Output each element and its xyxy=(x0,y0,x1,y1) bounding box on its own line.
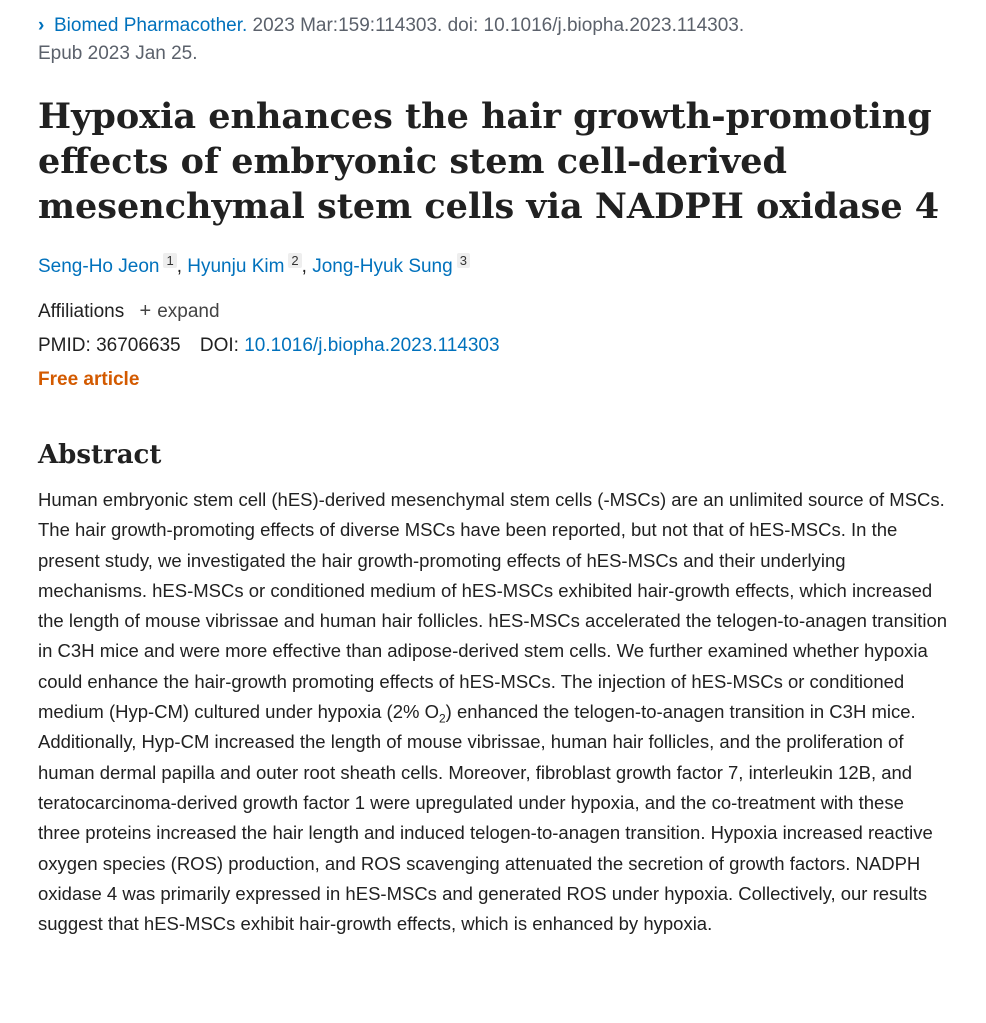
article-title: Hypoxia enhances the hair growth-promoting effects of embryonic stem cell-derived mesenchymal stem cells via NADPH oxidase 4 xyxy=(38,96,940,227)
free-article-badge: Free article xyxy=(38,369,140,390)
chevron-right-icon: › xyxy=(38,15,45,36)
doi-label: DOI: xyxy=(199,335,239,356)
author-link[interactable]: Hyunju Kim xyxy=(187,256,285,277)
affiliation-ref[interactable]: 1 xyxy=(163,253,176,268)
citation-line xyxy=(38,12,958,40)
pmid-label: PMID: xyxy=(38,335,91,356)
abstract-heading: Abstract xyxy=(38,440,162,470)
epub-date: Epub 2023 Jan 25. xyxy=(38,43,198,64)
author-link[interactable]: Seng-Ho Jeon xyxy=(38,256,160,277)
citation-details: 2023 Mar:159:114303. doi: 10.1016/j.biopha.2023.114303. xyxy=(247,15,745,36)
author-list: Seng-Ho Jeon 1 , Hyunju Kim 2 , Jong-Hyuk Sung 3 xyxy=(38,253,958,280)
plus-icon: + xyxy=(139,300,152,322)
doi-link[interactable]: 10.1016/j.biopha.2023.114303 xyxy=(244,335,500,356)
journal-link[interactable]: Biomed Pharmacother. xyxy=(54,15,248,36)
affiliation-ref[interactable]: 3 xyxy=(457,253,470,268)
expand-affiliations-button[interactable] xyxy=(140,301,220,322)
affiliations-row xyxy=(38,298,958,325)
affiliations-label: Affiliations xyxy=(38,301,125,322)
pmid-value: 36706635 xyxy=(96,335,181,356)
author-link[interactable]: Jong-Hyuk Sung xyxy=(312,256,453,277)
identifiers-row xyxy=(38,333,958,359)
expand-label: expand xyxy=(157,301,220,322)
affiliation-ref[interactable]: 2 xyxy=(288,253,301,268)
abstract-text: Human embryonic stem cell (hES)-derived mesenchymal stem cells (-MSCs) are an unlimited source of MSCs. The hair growth-promoting effects of diverse MSCs have been reported, but not that of hES-MSCs. In the present study, we investigated the hair growth-promoting effects of hES-MSCs and their underlying mechanisms. hES-MSCs or conditioned medium of hES-MSCs exhibited hair-growth effects, which increased the length of mouse vibrissae and human hair follicles. hES-MSCs accelerated the telogen-to-anagen transition in C3H mice and were more effective than adipose-derived stem cells. We further examined whether hypoxia could enhance the hair-growth promoting effects of hES-MSCs. The injection of hES-MSCs or conditioned medium (Hyp-CM) cultured under hypoxia (2% $O_2$) enhanced the telogen-to-anagen transition in C3H mice. Additionally, Hyp-CM increased the length of mouse vibrissae, human hair follicles, and the proliferation of human dermal papilla and outer root sheath cells. Moreover, fibroblast growth factor 7, interleukin 12B, and teratocarcinoma-derived growth factor 1 were upregulated under hypoxia, and the co-treatment with these three proteins increased the hair length and induced telogen-to-anagen transition. Hypoxia increased reactive oxygen species (ROS) production, and ROS scavenging attenuated the secretion of growth factors. NADPH oxidase 4 was primarily expressed in hES-MSCs and generated ROS under hypoxia. Collectively, our results suggest that hES-MSCs exhibit hair-growth effects, which is enhanced by hypoxia. xyxy=(38,489,948,935)
